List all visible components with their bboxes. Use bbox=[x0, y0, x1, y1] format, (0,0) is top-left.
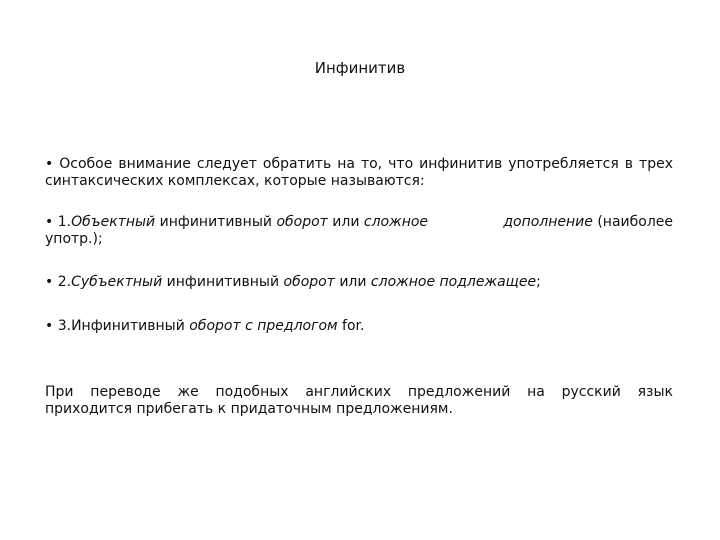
text-fragment: for. bbox=[337, 318, 365, 334]
slide-title: Инфинитив bbox=[314, 59, 406, 77]
paragraph-translation-line-1: При переводе же подобных английских предложений на русский язык bbox=[45, 384, 673, 400]
bullet-object-infinitive-left bbox=[45, 214, 428, 231]
term-oborot: оборот bbox=[276, 214, 328, 230]
text-fragment: ; bbox=[536, 274, 541, 290]
bullet-marker-text: • 3.Инфинитивный bbox=[45, 318, 190, 334]
paragraph-translation bbox=[45, 384, 673, 418]
bullet-object-infinitive-line-1 bbox=[45, 214, 673, 231]
term-oborot-with-preposition: оборот с предлогом bbox=[189, 318, 338, 334]
text-fragment: или bbox=[334, 274, 371, 290]
term-complex: сложное bbox=[363, 214, 429, 230]
bullet-marker: • 1. bbox=[45, 214, 72, 230]
text-fragment: инфинитивный bbox=[155, 214, 277, 230]
bullet-object-infinitive-right bbox=[503, 214, 673, 231]
bullet-object-infinitive bbox=[45, 214, 673, 248]
bullet-marker: • 2. bbox=[45, 274, 72, 290]
bullet-object-infinitive-line-2: употр.); bbox=[45, 231, 103, 247]
paragraph-intro-line-2: синтаксических комплексах, которые называются: bbox=[45, 173, 425, 189]
paragraph-translation-line-2: приходится прибегать к придаточным предложениям. bbox=[45, 401, 453, 417]
term-subject: Субъектный bbox=[71, 274, 163, 290]
text-fragment: инфинитивный bbox=[162, 274, 284, 290]
bullet-subject-infinitive bbox=[45, 274, 673, 291]
term-complex-subject: сложное подлежащее bbox=[370, 274, 537, 290]
term-object: Объектный bbox=[71, 214, 156, 230]
term-object-complement: дополнение bbox=[503, 214, 593, 230]
paragraph-intro-line-1: • Особое внимание следует обратить на то, что инфинитив употребляется в трех bbox=[45, 156, 673, 172]
bullet-for-infinitive-line bbox=[45, 318, 673, 335]
bullet-subject-infinitive-line bbox=[45, 274, 673, 291]
term-oborot: оборот bbox=[283, 274, 335, 290]
bullet-for-infinitive bbox=[45, 318, 673, 335]
paragraph-intro bbox=[45, 156, 673, 190]
text-fragment: или bbox=[327, 214, 364, 230]
text-fragment: (наиболее bbox=[592, 214, 673, 230]
